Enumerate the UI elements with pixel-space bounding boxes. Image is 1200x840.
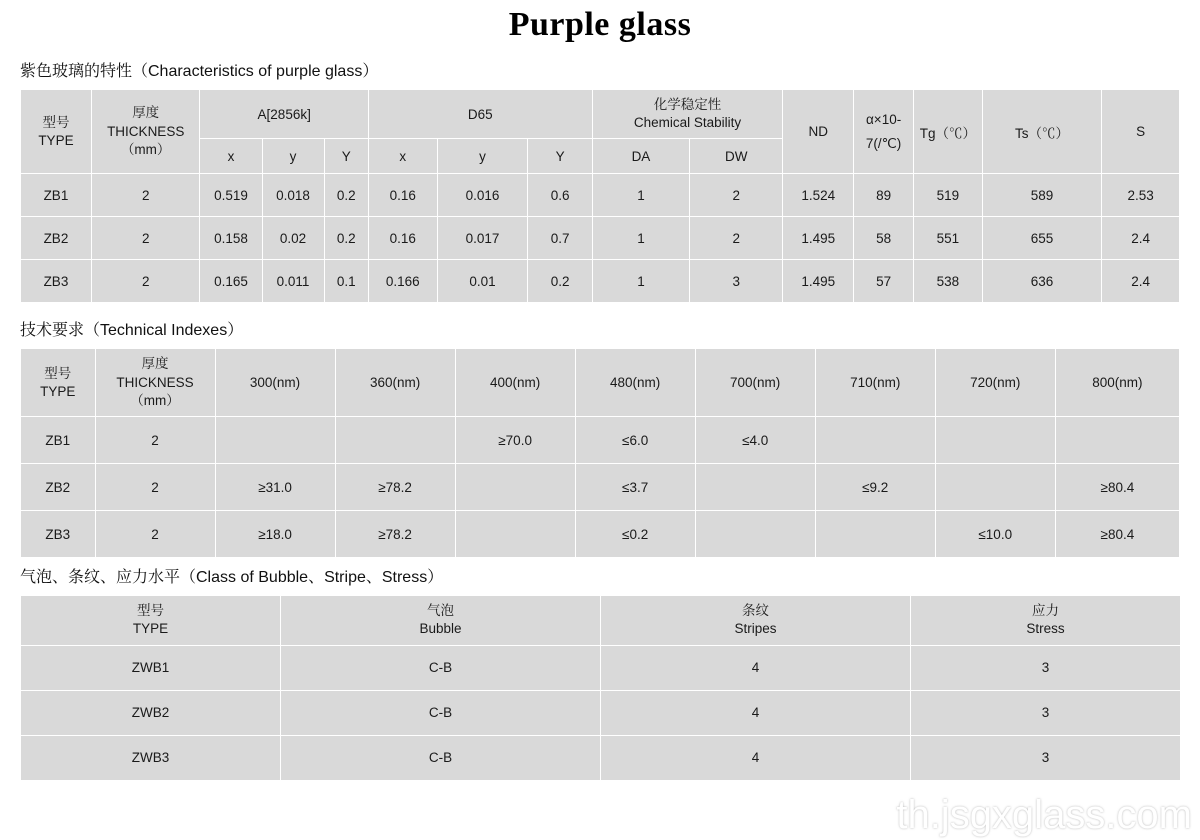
cell-700nm <box>695 511 815 558</box>
table-row <box>21 690 1181 735</box>
cell-stress: 3 <box>911 690 1181 735</box>
cell-700nm: ≤4.0 <box>695 417 815 464</box>
subheader-a-y: y <box>262 139 324 174</box>
cell-400nm <box>455 464 575 511</box>
header-360nm: 360(nm) <box>335 349 455 417</box>
cell-s: 2.4 <box>1102 217 1180 260</box>
cell-720nm: ≤10.0 <box>935 511 1055 558</box>
cell-stress: 3 <box>911 645 1181 690</box>
cell-thickness: 2 <box>91 260 200 303</box>
header-720nm: 720(nm) <box>935 349 1055 417</box>
header-d65: D65 <box>368 90 592 139</box>
cell-800nm <box>1055 417 1179 464</box>
cell-thickness: 2 <box>91 217 200 260</box>
cell-bubble: C-B <box>281 690 601 735</box>
cell-alpha: 57 <box>854 260 914 303</box>
header-700nm: 700(nm) <box>695 349 815 417</box>
cell-400nm: ≥70.0 <box>455 417 575 464</box>
header-800nm: 800(nm) <box>1055 349 1179 417</box>
cell-300nm: ≥18.0 <box>215 511 335 558</box>
cell-dw: 2 <box>690 174 783 217</box>
cell-a-Y: 0.1 <box>324 260 368 303</box>
cell-type: ZB2 <box>21 217 92 260</box>
cell-a-y: 0.011 <box>262 260 324 303</box>
cell-da: 1 <box>592 217 690 260</box>
subheader-d-y: y <box>437 139 528 174</box>
cell-thickness: 2 <box>95 464 215 511</box>
table-row <box>21 217 1180 260</box>
cell-a-Y: 0.2 <box>324 217 368 260</box>
cell-stress: 3 <box>911 735 1181 780</box>
cell-thickness: 2 <box>95 511 215 558</box>
subheader-d-x: x <box>368 139 437 174</box>
table-row <box>21 464 1180 511</box>
cell-720nm <box>935 417 1055 464</box>
header-300nm: 300(nm) <box>215 349 335 417</box>
cell-ts: 655 <box>982 217 1102 260</box>
header-alpha: α×10- 7(/℃) <box>854 90 914 174</box>
header-400nm: 400(nm) <box>455 349 575 417</box>
header-thickness: 厚度 THICKNESS （mm） <box>91 90 200 174</box>
cell-stripes: 4 <box>601 690 911 735</box>
cell-710nm: ≤9.2 <box>815 464 935 511</box>
cell-type: ZB1 <box>21 417 96 464</box>
table-header-row <box>21 349 1180 417</box>
cell-a-y: 0.018 <box>262 174 324 217</box>
subheader-da: DA <box>592 139 690 174</box>
cell-nd: 1.495 <box>783 217 854 260</box>
cell-da: 1 <box>592 174 690 217</box>
cell-d-x: 0.16 <box>368 174 437 217</box>
subheader-dw: DW <box>690 139 783 174</box>
cell-a-y: 0.02 <box>262 217 324 260</box>
cell-type: ZWB2 <box>21 690 281 735</box>
cell-d-Y: 0.7 <box>528 217 592 260</box>
cell-thickness: 2 <box>95 417 215 464</box>
cell-alpha: 89 <box>854 174 914 217</box>
cell-800nm: ≥80.4 <box>1055 464 1179 511</box>
cell-d-Y: 0.2 <box>528 260 592 303</box>
cell-d-Y: 0.6 <box>528 174 592 217</box>
cell-a-x: 0.165 <box>200 260 262 303</box>
cell-s: 2.4 <box>1102 260 1180 303</box>
cell-nd: 1.524 <box>783 174 854 217</box>
header-tg: Tg（℃） <box>914 90 983 174</box>
header-thickness: 厚度 THICKNESS （mm） <box>95 349 215 417</box>
section-caption-bubble-stripe-stress: 气泡、条纹、应力水平（Class of Bubble、Stripe、Stress） <box>20 569 444 587</box>
header-s: S <box>1102 90 1180 174</box>
table-characteristics <box>20 89 1180 303</box>
cell-bubble: C-B <box>281 645 601 690</box>
cell-480nm: ≤0.2 <box>575 511 695 558</box>
cell-type: ZB3 <box>21 511 96 558</box>
cell-bubble: C-B <box>281 735 601 780</box>
cell-stripes: 4 <box>601 735 911 780</box>
cell-d-x: 0.166 <box>368 260 437 303</box>
table-characteristics-wrap <box>20 89 1180 303</box>
cell-tg: 519 <box>914 174 983 217</box>
cell-stripes: 4 <box>601 645 911 690</box>
section-caption-characteristics: 紫色玻璃的特性（Characteristics of purple glass） <box>20 63 379 80</box>
cell-d-y: 0.01 <box>437 260 528 303</box>
header-stress: 应力 Stress <box>911 596 1181 645</box>
cell-da: 1 <box>592 260 690 303</box>
cell-720nm <box>935 464 1055 511</box>
header-chemical-stability: 化学稳定性 Chemical Stability <box>592 90 783 139</box>
cell-360nm <box>335 417 455 464</box>
cell-a-x: 0.519 <box>200 174 262 217</box>
cell-360nm: ≥78.2 <box>335 511 455 558</box>
table-row <box>21 645 1181 690</box>
cell-710nm <box>815 511 935 558</box>
cell-a-x: 0.158 <box>200 217 262 260</box>
cell-type: ZB1 <box>21 174 92 217</box>
table-technical-indexes <box>20 348 1180 558</box>
header-type: 型号 TYPE <box>21 90 92 174</box>
cell-nd: 1.495 <box>783 260 854 303</box>
header-710nm: 710(nm) <box>815 349 935 417</box>
cell-d-y: 0.016 <box>437 174 528 217</box>
page-title: Purple glass <box>508 6 692 43</box>
cell-d-x: 0.16 <box>368 217 437 260</box>
cell-a-Y: 0.2 <box>324 174 368 217</box>
table-row <box>21 511 1180 558</box>
cell-tg: 551 <box>914 217 983 260</box>
header-stripes: 条纹 Stripes <box>601 596 911 645</box>
header-type: 型号 TYPE <box>21 596 281 645</box>
subheader-d-Y: Y <box>528 139 592 174</box>
cell-type: ZB3 <box>21 260 92 303</box>
table-header-row <box>21 596 1181 645</box>
table-technical-wrap <box>20 348 1180 558</box>
table-row <box>21 174 1180 217</box>
cell-480nm: ≤3.7 <box>575 464 695 511</box>
site-watermark: th.jsgxglass.com <box>896 793 1192 837</box>
cell-ts: 636 <box>982 260 1102 303</box>
cell-700nm <box>695 464 815 511</box>
table-bubble-wrap <box>20 595 1180 780</box>
cell-dw: 3 <box>690 260 783 303</box>
cell-type: ZB2 <box>21 464 96 511</box>
cell-400nm <box>455 511 575 558</box>
table-row <box>21 735 1181 780</box>
header-a2856k: A[2856k] <box>200 90 368 139</box>
section-caption-technical-indexes: 技术要求（Technical Indexes） <box>20 322 244 340</box>
cell-d-y: 0.017 <box>437 217 528 260</box>
header-type: 型号 TYPE <box>21 349 96 417</box>
cell-300nm: ≥31.0 <box>215 464 335 511</box>
cell-type: ZWB3 <box>21 735 281 780</box>
cell-480nm: ≤6.0 <box>575 417 695 464</box>
cell-s: 2.53 <box>1102 174 1180 217</box>
cell-tg: 538 <box>914 260 983 303</box>
cell-type: ZWB1 <box>21 645 281 690</box>
cell-360nm: ≥78.2 <box>335 464 455 511</box>
table-header-row <box>21 90 1180 139</box>
header-480nm: 480(nm) <box>575 349 695 417</box>
cell-ts: 589 <box>982 174 1102 217</box>
cell-thickness: 2 <box>91 174 200 217</box>
cell-alpha: 58 <box>854 217 914 260</box>
header-ts: Ts（℃） <box>982 90 1102 174</box>
cell-800nm: ≥80.4 <box>1055 511 1179 558</box>
subheader-a-x: x <box>200 139 262 174</box>
cell-710nm <box>815 417 935 464</box>
table-bubble-stripe-stress <box>20 595 1181 780</box>
document-page <box>0 6 1200 840</box>
header-bubble: 气泡 Bubble <box>281 596 601 645</box>
table-row <box>21 417 1180 464</box>
table-row <box>21 260 1180 303</box>
cell-300nm <box>215 417 335 464</box>
cell-dw: 2 <box>690 217 783 260</box>
header-nd: ND <box>783 90 854 174</box>
subheader-a-Y: Y <box>324 139 368 174</box>
